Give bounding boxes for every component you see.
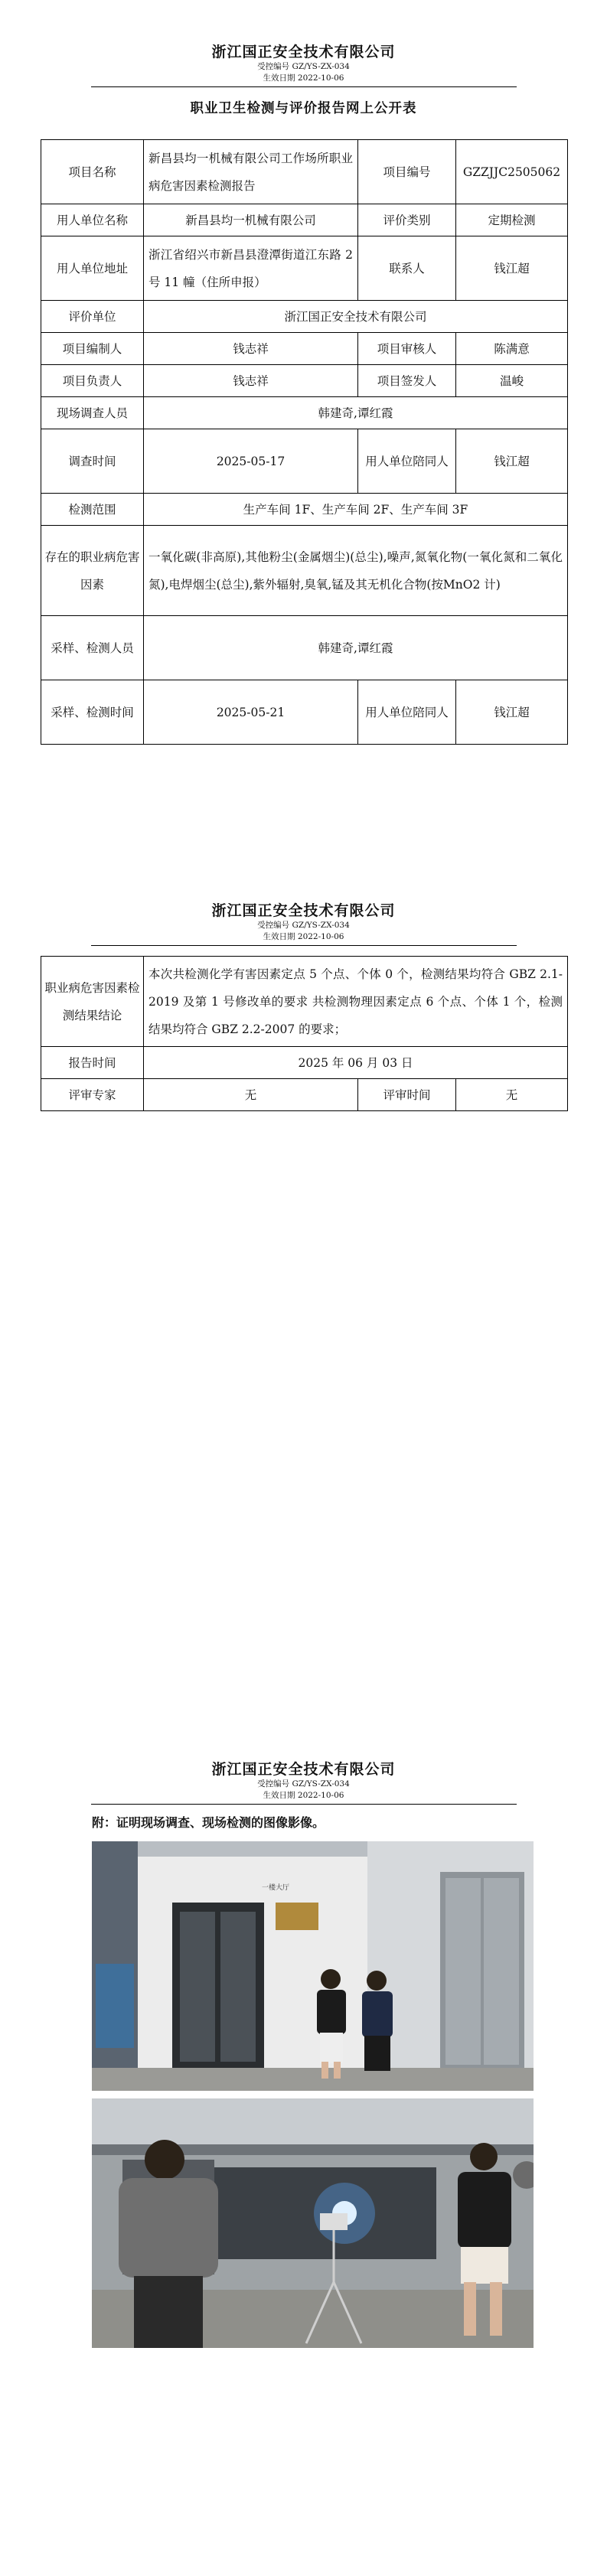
attachment-note: 附：证明现场调查、现场检测的图像影像。 [92, 1815, 325, 1830]
label-cell: 采样、检测人员 [41, 616, 144, 680]
label-cell: 用人单位地址 [41, 236, 144, 301]
scope-value: 生产车间 1F、生产车间 2F、生产车间 3F [144, 494, 568, 526]
reviewer-value: 陈满意 [456, 333, 568, 365]
table-row [41, 1079, 568, 1111]
page-title: 职业卫生检测与评价报告网上公开表 [190, 101, 417, 116]
address-value: 浙江省绍兴市新昌县澄潭街道江东路 2 号 11 幢（住所申报） [144, 236, 358, 301]
conclusion-table [41, 956, 568, 1111]
table-row [41, 429, 568, 494]
label-cell: 报告时间 [41, 1047, 144, 1079]
document-code: 受控编号 GZ/YS-ZX-034 [257, 1779, 350, 1789]
sampling-time-value: 2025-05-21 [144, 680, 358, 745]
page-header [0, 902, 607, 946]
manager-value: 钱志祥 [144, 365, 358, 397]
label-cell: 调查时间 [41, 429, 144, 494]
page-1 [0, 0, 607, 859]
document-code: 受控编号 GZ/YS-ZX-034 [257, 62, 350, 71]
page-2 [0, 859, 607, 1717]
header-rule [91, 1804, 517, 1805]
project-name-value: 新昌县均一机械有限公司工作场所职业病危害因素检测报告 [144, 140, 358, 204]
review-time-value: 无 [456, 1079, 568, 1111]
label-cell: 项目负责人 [41, 365, 144, 397]
company-name: 浙江国正安全技术有限公司 [211, 902, 396, 919]
label-cell: 项目签发人 [358, 365, 456, 397]
survey-escort-value: 钱江超 [456, 429, 568, 494]
disclosure-table [41, 139, 568, 745]
samplers-value: 韩建奇,谭红霞 [144, 616, 568, 680]
table-row [41, 494, 568, 526]
expert-value: 无 [144, 1079, 358, 1111]
label-cell: 评审时间 [358, 1079, 456, 1111]
table-row [41, 526, 568, 616]
label-cell: 存在的职业病危害因素 [41, 526, 144, 616]
compiler-value: 钱志祥 [144, 333, 358, 365]
label-cell: 项目审核人 [358, 333, 456, 365]
investigators-value: 韩建奇,谭红霞 [144, 397, 568, 429]
label-cell: 评价类别 [358, 204, 456, 236]
header-rule [91, 86, 517, 87]
table-row [41, 140, 568, 204]
label-cell: 现场调查人员 [41, 397, 144, 429]
survey-time-value: 2025-05-17 [144, 429, 358, 494]
photo-sign-text: 一楼大厅 [262, 1884, 290, 1892]
label-cell: 用人单位陪同人 [358, 429, 456, 494]
document-code: 受控编号 GZ/YS-ZX-034 [257, 921, 350, 930]
issuer-value: 温峻 [456, 365, 568, 397]
table-row [41, 680, 568, 745]
company-name: 浙江国正安全技术有限公司 [211, 1761, 396, 1778]
label-cell: 评价单位 [41, 301, 144, 333]
label-cell: 检测范围 [41, 494, 144, 526]
eval-type-value: 定期检测 [456, 204, 568, 236]
site-detection-photo-image [92, 2098, 534, 2348]
label-cell: 评审专家 [41, 1079, 144, 1111]
label-cell: 联系人 [358, 236, 456, 301]
effective-date: 生效日期 2022-10-06 [263, 932, 344, 941]
project-number-value: GZZJJC2505062 [456, 140, 568, 204]
label-cell: 职业病危害因素检测结果结论 [41, 957, 144, 1047]
page-header [0, 43, 607, 87]
table-row [41, 616, 568, 680]
label-cell: 项目编号 [358, 140, 456, 204]
table-row [41, 204, 568, 236]
company-name: 浙江国正安全技术有限公司 [211, 44, 396, 60]
label-cell: 用人单位陪同人 [358, 680, 456, 745]
table-row [41, 397, 568, 429]
contact-value: 钱江超 [456, 236, 568, 301]
eval-unit-value: 浙江国正安全技术有限公司 [144, 301, 568, 333]
page-3 [0, 1717, 607, 2576]
page-header [0, 1760, 607, 1805]
header-rule [91, 945, 517, 946]
sampling-escort-value: 钱江超 [456, 680, 568, 745]
effective-date: 生效日期 2022-10-06 [263, 73, 344, 83]
site-detection-photo [92, 2098, 534, 2348]
site-survey-photo-image [92, 1841, 534, 2091]
table-row [41, 301, 568, 333]
label-cell: 采样、检测时间 [41, 680, 144, 745]
table-row [41, 957, 568, 1047]
site-survey-photo [92, 1841, 534, 2091]
employer-value: 新昌县均一机械有限公司 [144, 204, 358, 236]
table-row [41, 1047, 568, 1079]
conclusion-value: 本次共检测化学有害因素定点 5 个点、个体 0 个，检测结果均符合 GBZ 2.1-2019 及第 1 号修改单的要求 共检测物理因素定点 6 个点、个体 1 个，检测结果均符合 GBZ 2.2-2007 的要求； [144, 957, 568, 1047]
report-time-value: 2025 年 06 月 03 日 [144, 1047, 568, 1079]
table-row [41, 333, 568, 365]
hazards-value: 一氧化碳(非高原),其他粉尘(金属烟尘)(总尘),噪声,氮氧化物(一氧化氮和二氧化氮),电焊烟尘(总尘),紫外辐射,臭氧,锰及其无机化合物(按MnO2 计) [144, 526, 568, 616]
label-cell: 项目名称 [41, 140, 144, 204]
table-row [41, 365, 568, 397]
label-cell: 项目编制人 [41, 333, 144, 365]
table-row [41, 236, 568, 301]
label-cell: 用人单位名称 [41, 204, 144, 236]
effective-date: 生效日期 2022-10-06 [263, 1791, 344, 1800]
